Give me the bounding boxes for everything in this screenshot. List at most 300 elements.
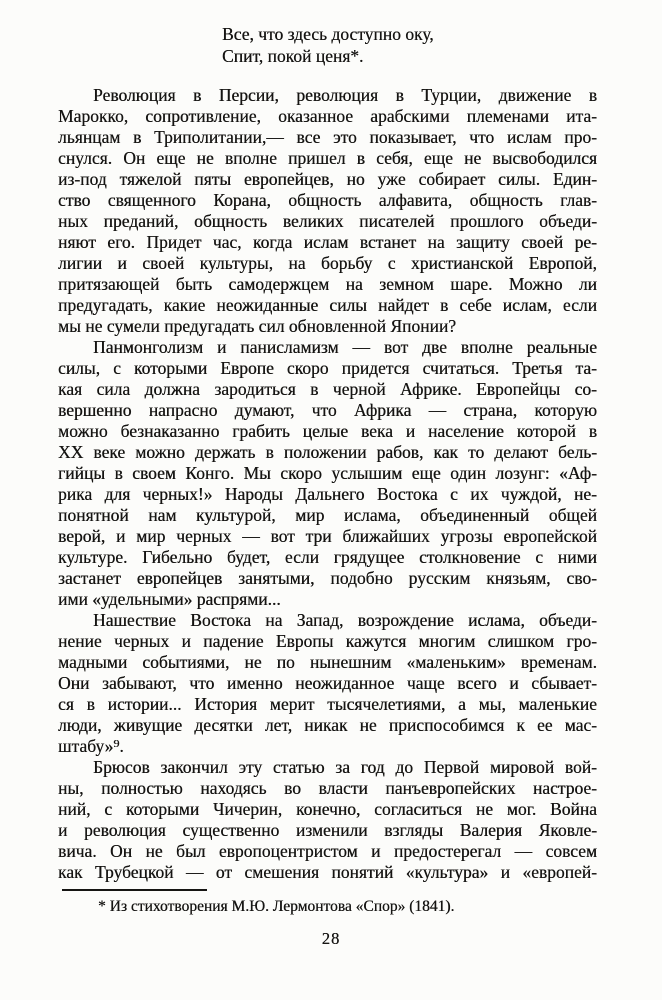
word: грабить [232, 421, 290, 441]
text-line: ими «удельными» распрями... [58, 589, 281, 609]
page-number: 28 [321, 929, 341, 948]
word: которой [516, 421, 576, 441]
word: мир [136, 526, 166, 546]
word: не [196, 148, 214, 168]
word: закончил [160, 757, 228, 777]
word: как [433, 442, 458, 462]
word: Востока [190, 610, 251, 630]
word: согласиться [374, 799, 462, 819]
word: Африке. [400, 379, 462, 399]
word: Европейцы [476, 379, 561, 399]
word: живущие [113, 715, 183, 735]
word: не [145, 841, 163, 861]
word: вполне [460, 337, 513, 357]
text-line [58, 421, 597, 442]
word: с [113, 358, 121, 378]
word: защиту [456, 232, 510, 252]
word: его. [107, 232, 135, 252]
word: люди, [58, 715, 102, 735]
word: настрое- [532, 778, 597, 798]
word: русским [408, 568, 471, 588]
word: считаться. [422, 358, 500, 378]
footnote: * Из стихотворения М.Ю. Лермонтова «Спор» (1841). [98, 898, 455, 915]
word: про- [564, 127, 597, 147]
word: какие [163, 295, 206, 315]
word: еще [423, 148, 453, 168]
word: слишком [487, 631, 555, 651]
word: в [395, 85, 404, 105]
text-line [58, 295, 597, 316]
word: понятий [331, 862, 394, 882]
word: в [588, 85, 597, 105]
word: Мы [243, 463, 271, 483]
word: ных [58, 211, 88, 231]
word: бель- [558, 442, 597, 462]
word: Валерия [459, 820, 522, 840]
word: если [562, 295, 597, 315]
word: мировой [489, 757, 555, 777]
text-line [58, 442, 597, 463]
word: Война [549, 799, 597, 819]
word: когда [252, 232, 293, 252]
word: можно [135, 442, 185, 462]
word: быть [175, 274, 213, 294]
word: ли [578, 274, 597, 294]
word: в [86, 694, 95, 714]
word: столкновение [419, 547, 521, 567]
word: — [185, 862, 204, 882]
word: борьбу [320, 253, 373, 273]
text-line: мы не сумели предугадать сил обновленной Японии? [58, 316, 456, 336]
word: — [352, 337, 370, 357]
word: именно [226, 673, 283, 693]
word: думают, [234, 400, 295, 420]
word: был [176, 841, 206, 861]
word: это [333, 127, 357, 147]
word: событиями, [142, 652, 230, 672]
word: предугадать, [58, 295, 153, 315]
text-line [58, 211, 597, 232]
word: ислам, [502, 295, 552, 315]
word: вот [383, 337, 409, 357]
word: племенами [466, 106, 549, 126]
word: Марокко, [58, 106, 129, 126]
word: пяты [194, 169, 232, 189]
word: вича. [58, 841, 97, 861]
word: ний, [58, 799, 91, 819]
text-line [58, 778, 597, 799]
word: и [405, 421, 416, 441]
word: Он [110, 841, 133, 861]
word: Востока [376, 484, 438, 504]
word: арабскими [370, 106, 450, 126]
text-line [58, 169, 597, 190]
word: услышим [331, 463, 403, 483]
word: что [469, 127, 495, 147]
word: то [468, 442, 485, 462]
word: своей [142, 253, 185, 273]
word: сила [96, 379, 131, 399]
word: своем [132, 463, 176, 483]
word: Придет [146, 232, 202, 252]
word: преданий, [103, 211, 179, 231]
word: няют [58, 232, 96, 252]
text-line [58, 484, 597, 505]
word: лигии [58, 253, 103, 273]
epigraph-line: Все, что здесь доступно оку, [222, 24, 434, 44]
word: власти [318, 778, 368, 798]
text-line [58, 715, 597, 736]
word: реальные [526, 337, 597, 357]
word: Он [123, 148, 146, 168]
word: лет, [264, 715, 293, 735]
word: гийцы [58, 463, 106, 483]
word: объеди- [539, 211, 597, 231]
word: и [371, 841, 381, 861]
word: культуры, [199, 253, 273, 273]
text-line [58, 190, 597, 211]
word: веке [93, 442, 126, 462]
word: с [104, 799, 113, 819]
word: из-под [58, 169, 107, 189]
word: самодержцем [228, 274, 330, 294]
word: «Аф- [559, 463, 597, 483]
word: возрождение [357, 610, 454, 630]
word: кая [58, 379, 83, 399]
word: мы, [478, 694, 506, 714]
word: население [427, 421, 504, 441]
word: льянцам [58, 127, 121, 147]
word: истории... [107, 694, 182, 714]
word: гро- [566, 631, 597, 651]
word: существенно [182, 820, 280, 840]
word: Трубецкой [94, 862, 174, 882]
word: Запад, [296, 610, 344, 630]
word: «культура» [405, 862, 489, 882]
text-line [58, 862, 597, 883]
word: уже [377, 169, 406, 189]
word: Дальнего [295, 484, 365, 504]
word: сопротивление, [145, 106, 261, 126]
word: силы, [58, 358, 100, 378]
word: ними [557, 547, 597, 567]
word: и [117, 253, 127, 273]
word: объеди- [539, 610, 597, 630]
word: рабов, [376, 442, 424, 462]
word: найдет [378, 295, 429, 315]
word: которыми [125, 799, 200, 819]
word: взгляды [384, 820, 444, 840]
word: многим [418, 631, 476, 651]
word: — [242, 526, 260, 546]
word: и [58, 820, 68, 840]
word: в [265, 442, 274, 462]
word: мас- [564, 715, 597, 735]
text-line [58, 379, 597, 400]
word: нынешним [309, 652, 392, 672]
word: чуждой, [500, 484, 562, 504]
word: притязающей [58, 274, 160, 294]
word: ся [58, 694, 74, 714]
word: Европой, [528, 253, 597, 273]
text-line [58, 673, 597, 694]
word: лозунг: [495, 463, 550, 483]
word: никак [304, 715, 348, 735]
word: напрасно [148, 400, 218, 420]
word: Брюсов [93, 757, 150, 777]
text-line [58, 232, 597, 253]
word: что [189, 673, 215, 693]
epigraph [222, 24, 434, 67]
word: на [265, 610, 283, 630]
word: писателей [359, 211, 435, 231]
word: к [516, 715, 525, 735]
word: грядущее [333, 547, 405, 567]
word: Корана, [213, 190, 271, 210]
word: европейцев [136, 568, 223, 588]
word: в [114, 463, 123, 483]
word: понятной [58, 505, 129, 525]
word: час, [212, 232, 242, 252]
text-line [58, 799, 597, 820]
word: Турции, [421, 85, 482, 105]
word: черных [113, 631, 170, 651]
word: мир [295, 505, 325, 525]
word: «европей- [522, 862, 597, 882]
word: европейцев, [243, 169, 334, 189]
word: и [216, 337, 227, 357]
word: делают [494, 442, 548, 462]
word: на [427, 232, 445, 252]
text-line [58, 757, 597, 778]
word: можно [58, 421, 108, 441]
text-line [58, 505, 597, 526]
word: застанет [58, 568, 121, 588]
word: общность [194, 211, 268, 231]
text-line [58, 568, 597, 589]
text-line [58, 400, 597, 421]
word: общность [469, 190, 543, 210]
word: ислама, [468, 610, 525, 630]
text-line [58, 127, 597, 148]
text-line [58, 820, 597, 841]
word: чаще [406, 673, 445, 693]
word: ислам [506, 127, 552, 147]
word: Чичерин, [212, 799, 283, 819]
body-text [58, 85, 597, 883]
word: если [284, 547, 319, 567]
word: падение [203, 631, 264, 651]
text-line [58, 85, 597, 106]
text-line [58, 358, 597, 379]
text-line [58, 337, 597, 358]
word: ислама, [343, 505, 401, 525]
word: угрозы [440, 526, 493, 546]
word: Третья [512, 358, 563, 378]
footnote-separator [62, 889, 207, 891]
word: безнаказанно [120, 421, 220, 441]
word: культурой, [195, 505, 276, 525]
word: себя, [376, 148, 413, 168]
word: с [387, 253, 396, 273]
word: временам. [520, 652, 597, 672]
word: Триполитании,— [153, 127, 284, 147]
word: которую [534, 400, 597, 420]
text-line: штабу»⁹. [58, 736, 124, 756]
word: изменили [295, 820, 368, 840]
word: панъевропейских [385, 778, 516, 798]
word: как [58, 862, 83, 882]
word: европоцентристом [218, 841, 358, 861]
word: нение [58, 631, 102, 651]
text-line [58, 841, 597, 862]
word: движение [498, 85, 572, 105]
word: скоро [280, 463, 322, 483]
text-line [58, 631, 597, 652]
word: сбывает- [531, 673, 597, 693]
word: в [133, 127, 142, 147]
word: не [475, 799, 493, 819]
word: страна, [463, 400, 518, 420]
word: от [215, 862, 232, 882]
word: ство [58, 190, 91, 210]
word: за [335, 757, 350, 777]
word: князьям, [486, 568, 551, 588]
word: кажутся [345, 631, 407, 651]
word: предостерегал [393, 841, 502, 861]
word: до [395, 757, 413, 777]
word: и [115, 526, 126, 546]
word: Африка [353, 400, 412, 420]
word: высвободился [492, 148, 597, 168]
word: все [296, 127, 321, 147]
word: занятыми, [238, 568, 315, 588]
word: со- [574, 379, 597, 399]
word: не [244, 652, 262, 672]
word: История [194, 694, 257, 714]
word: объединенный [420, 505, 530, 525]
word: ее [536, 715, 553, 735]
word: и [500, 862, 510, 882]
text-line [58, 610, 597, 631]
text-line [58, 652, 597, 673]
word: в [439, 295, 449, 315]
word: рика [58, 484, 93, 504]
word: христианской [410, 253, 514, 273]
word: статью [272, 757, 325, 777]
word: маленькие [518, 694, 597, 714]
word: во [284, 778, 301, 798]
word: себе [459, 295, 492, 315]
word: год [360, 757, 385, 777]
word: на [345, 274, 363, 294]
word: в [356, 148, 365, 168]
word: их [470, 484, 489, 504]
word: земном [379, 274, 434, 294]
word: священного [107, 190, 196, 210]
word: Европы [275, 631, 334, 651]
word: глав- [560, 190, 597, 210]
word: Народы [224, 484, 283, 504]
word: — [514, 841, 533, 861]
epigraph-line: Спит, покой ценя*. [222, 45, 364, 66]
word: и [509, 673, 519, 693]
word: не [359, 715, 377, 735]
word: Конго. [185, 463, 235, 483]
word: не- [573, 484, 597, 504]
word: находясь [200, 778, 267, 798]
word: тяжелой [119, 169, 182, 189]
word: но [346, 169, 365, 189]
word: держать [194, 442, 256, 462]
word: европейской [503, 526, 597, 546]
word: еще [411, 463, 441, 483]
word: силы. [498, 169, 541, 189]
word: десятки [194, 715, 253, 735]
word: своей [521, 232, 564, 252]
text-line [58, 148, 597, 169]
word: три [305, 526, 332, 546]
word: не [464, 148, 482, 168]
word: в [193, 85, 202, 105]
word: Первой [423, 757, 480, 777]
word: полностью [101, 778, 183, 798]
word: которыми [133, 358, 208, 378]
word: Един- [552, 169, 597, 189]
word: тысячелетиями, [327, 694, 446, 714]
word: черных!» [142, 484, 213, 504]
text-line [58, 274, 597, 295]
word: общей [548, 505, 597, 525]
word: мог. [506, 799, 537, 819]
word: по [276, 652, 295, 672]
word: вой- [564, 757, 597, 777]
text-line [58, 526, 597, 547]
word: еще [156, 148, 186, 168]
word: на [288, 253, 306, 273]
word: а [458, 694, 466, 714]
word: эту [238, 757, 263, 777]
word: с [535, 547, 544, 567]
word: снулся. [58, 148, 113, 168]
word: Можно [508, 274, 563, 294]
word: подобно [330, 568, 393, 588]
word: что [311, 400, 337, 420]
text-line [58, 106, 597, 127]
word: Нашествие [93, 610, 176, 630]
word: собирает [418, 169, 486, 189]
word: алфавита, [378, 190, 453, 210]
word: ре- [574, 232, 597, 252]
word: в [310, 379, 319, 399]
word: конечно, [295, 799, 361, 819]
word: будет, [226, 547, 271, 567]
word: культуре. [58, 547, 128, 567]
word: один [450, 463, 486, 483]
word: скоро [286, 358, 329, 378]
word: приспособимся [388, 715, 505, 735]
word: прошлого [450, 211, 524, 231]
word: оказанное [278, 106, 353, 126]
word: ита- [566, 106, 597, 126]
word: показывает, [369, 127, 457, 147]
word: зародиться [214, 379, 296, 399]
word: целые [302, 421, 349, 441]
word: придется [341, 358, 410, 378]
word: в [588, 421, 597, 441]
word: вполне [224, 148, 277, 168]
word: Персии, [218, 85, 279, 105]
